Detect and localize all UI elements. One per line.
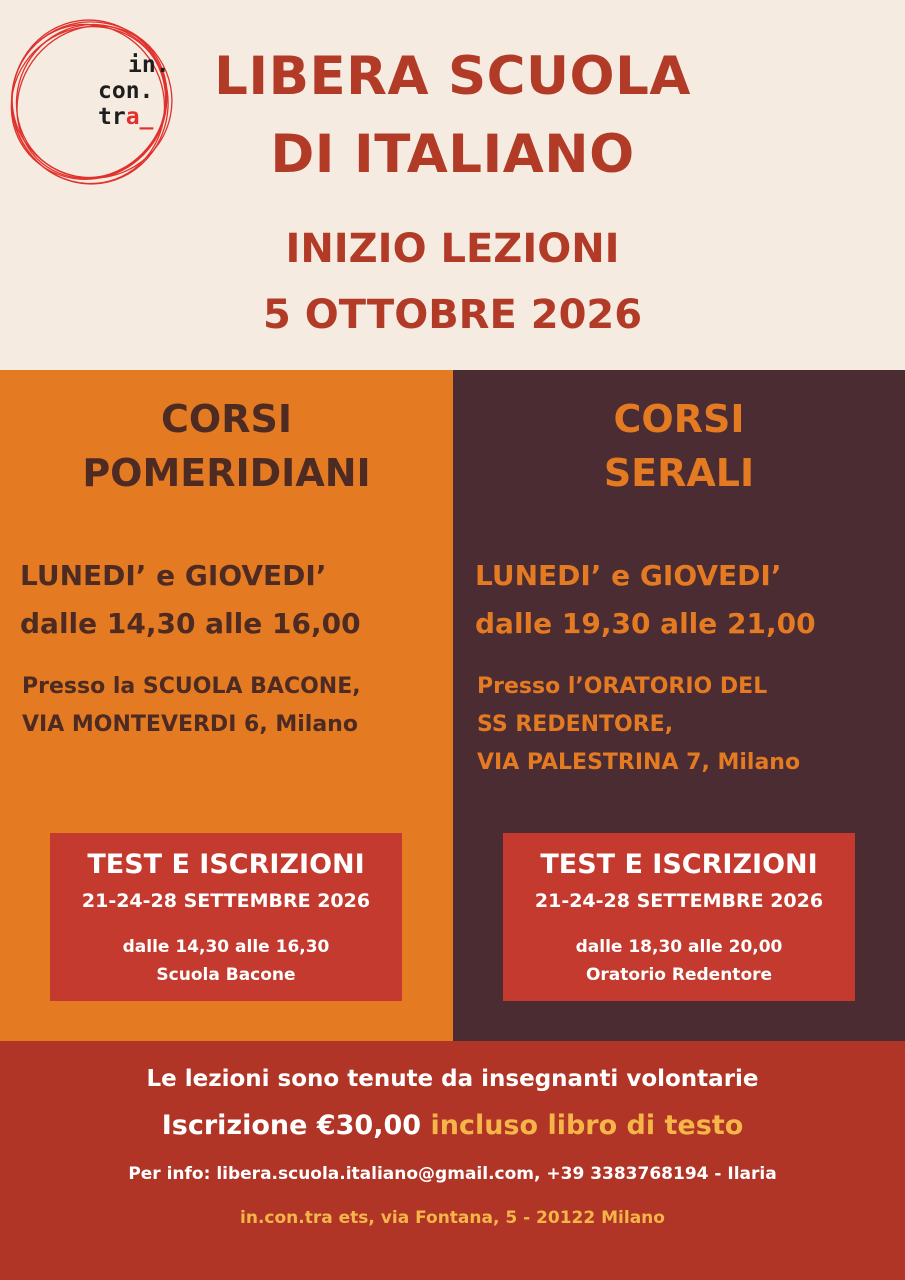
- afternoon-registration-location: Scuola Bacone: [156, 965, 296, 985]
- evening-schedule: [475, 552, 816, 648]
- page-title-line-2: DI ITALIANO: [270, 124, 635, 185]
- evening-location: [477, 668, 800, 782]
- afternoon-registration-box: [50, 833, 402, 1001]
- volunteers-note: Le lezioni sono tenute da insegnanti volontarie: [146, 1066, 759, 1092]
- logo-line-2: con.: [98, 78, 154, 104]
- evening-days: LUNEDI’ e GIOVEDI’: [475, 559, 782, 592]
- incontra-logo: [6, 10, 176, 190]
- afternoon-registration-dates: 21-24-28 SETTEMBRE 2026: [81, 890, 371, 912]
- afternoon-place-line-2: VIA MONTEVERDI 6, Milano: [22, 712, 358, 737]
- start-date-heading: [0, 216, 905, 348]
- afternoon-place-line-1: Presso la SCUOLA BACONE,: [22, 674, 361, 699]
- afternoon-location: [22, 668, 361, 744]
- logo-line-1: in.: [128, 52, 170, 78]
- afternoon-hours: dalle 14,30 alle 16,00: [20, 607, 361, 640]
- afternoon-registration-title: TEST E ISCRIZIONI: [87, 849, 365, 880]
- afternoon-days: LUNEDI’ e GIOVEDI’: [20, 559, 327, 592]
- page-title: [160, 38, 745, 194]
- evening-registration-dates: 21-24-28 SETTEMBRE 2026: [534, 890, 824, 912]
- logo-line-3-accent: a_: [125, 104, 154, 130]
- fee-note: incluso libro di testo: [430, 1110, 744, 1141]
- afternoon-schedule: [20, 552, 361, 648]
- page-title-line-1: LIBERA SCUOLA: [214, 46, 691, 107]
- logo-wordmark: [96, 52, 170, 130]
- evening-place-line-3: VIA PALESTRINA 7, Milano: [477, 750, 801, 775]
- evening-hours: dalle 19,30 alle 21,00: [475, 607, 816, 640]
- evening-course-title: [453, 392, 905, 500]
- evening-registration-time: dalle 18,30 alle 20,00: [575, 937, 783, 957]
- logo-line-3: [96, 104, 170, 130]
- contact-info: Per info: libera.scuola.italiano@gmail.com, +39 3383768194 - Ilaria: [128, 1164, 777, 1184]
- afternoon-course-title: [0, 392, 453, 500]
- logo-line-3-prefix: tr: [98, 104, 126, 130]
- afternoon-title-line-2: POMERIDIANI: [82, 451, 371, 495]
- evening-place-line-2: SS REDENTORE,: [477, 712, 674, 737]
- start-date-line-2: 5 OTTOBRE 2026: [262, 292, 643, 338]
- header-section: [0, 0, 905, 370]
- fee-amount: Iscrizione €30,00: [161, 1110, 422, 1141]
- footer-section: [0, 1041, 905, 1280]
- evening-registration-title: TEST E ISCRIZIONI: [540, 849, 818, 880]
- evening-title-line-2: SERALI: [603, 451, 755, 495]
- evening-title-line-1: CORSI: [613, 397, 745, 441]
- fee-line: [0, 1105, 905, 1147]
- afternoon-registration-details: [50, 933, 402, 989]
- afternoon-course-panel: [0, 370, 453, 1041]
- start-date-line-1: INIZIO LEZIONI: [285, 226, 620, 272]
- afternoon-title-line-1: CORSI: [161, 397, 292, 441]
- evening-course-panel: [453, 370, 905, 1041]
- evening-registration-location: Oratorio Redentore: [585, 965, 773, 985]
- evening-place-line-1: Presso l’ORATORIO DEL: [477, 674, 768, 699]
- evening-registration-details: [503, 933, 855, 989]
- organization-address: in.con.tra ets, via Fontana, 5 - 20122 Milano: [240, 1208, 665, 1228]
- evening-registration-box: [503, 833, 855, 1001]
- afternoon-registration-time: dalle 14,30 alle 16,30: [122, 937, 330, 957]
